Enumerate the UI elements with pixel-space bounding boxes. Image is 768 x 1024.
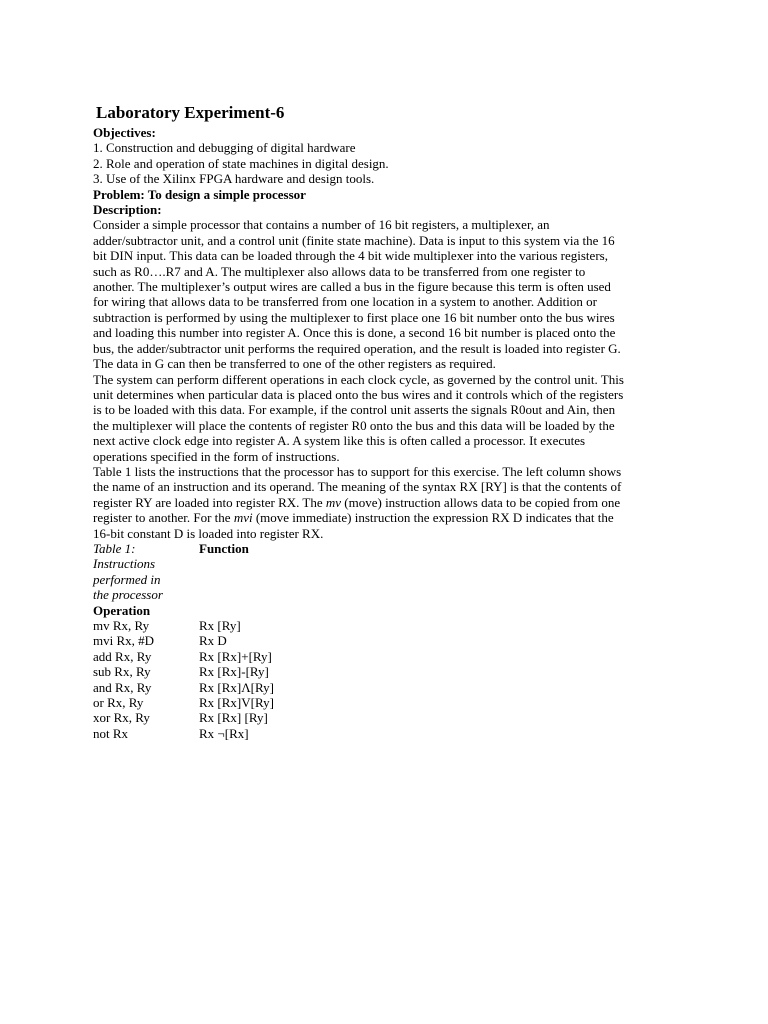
table-row [93,633,683,648]
mv-keyword: mv [325,494,342,510]
operation-column-header: Operation [93,602,151,618]
paragraph-line: such as R0….R7 and A. The multiplexer also allows data to be transferred from one register to [93,263,586,279]
function-cell: Rx [Rx] [Ry] [199,710,268,726]
table-row [93,695,683,710]
paragraph-line: Table 1 lists the instructions that the processor has to support for this exercise. The left column shows [93,463,622,479]
paragraph-line: The system can perform different operations in each clock cycle, as governed by the control unit. This [93,371,624,387]
operation-cell: xor Rx, Ry [93,710,150,726]
mvi-keyword: mvi [233,510,253,526]
table-row [93,649,683,664]
caption-line: Instructions [93,556,156,572]
operation-cell: mv Rx, Ry [93,618,150,633]
table-row [93,680,683,695]
paragraph-line [93,510,683,525]
paragraph-line: The data in G can then be transferred to one of the other registers as required. [93,356,496,372]
description-paragraph-3 [93,464,683,541]
paragraph-line: the multiplexer will place the contents of register R0 onto the bus and this data will be loaded by the [93,417,615,433]
paragraph-line: and loading this number into register A. Once this is done, a second 16 bit number is placed onto the [93,325,616,341]
operation-cell: or Rx, Ry [93,695,144,711]
document-content [93,103,683,741]
paragraph-line: adder/subtractor unit, and a control unit (finite state machine). Data is input to this system via the 16 [93,232,615,248]
instruction-table [93,541,683,603]
paragraph-text: register RY are loaded into register RX. The [93,494,326,510]
objectives-heading: Objectives: [93,125,156,140]
operation-cell: sub Rx, Ry [93,664,151,680]
paragraph-line: Consider a simple processor that contains a number of 16 bit registers, a multiplexer, an [93,217,550,233]
objective-item: 1. Construction and debugging of digital hardware [93,140,356,156]
table-row [93,726,683,741]
paragraph-line: operations specified in the form of instructions. [93,448,340,464]
paragraph-line: next active clock edge into register A. A system like this is often called a processor. It executes [93,433,586,449]
paragraph-text: register to another. For the [93,510,234,526]
description-heading: Description: [93,202,162,218]
paragraph-text: (move immediate) instruction the expression RX D indicates that the [252,510,614,526]
operation-cell: mvi Rx, #D [93,633,155,649]
table-row [93,710,683,725]
function-cell: Rx ¬[Rx] [199,725,249,741]
operation-cell: not Rx [93,725,129,741]
problem-heading: Problem: To design a simple processor [93,186,306,202]
table-row [93,618,683,633]
paragraph-line: another. The multiplexer’s output wires are called a bus in the figure because this term is often used [93,279,611,295]
operation-cell: and Rx, Ry [93,679,152,695]
paragraph-line: 16-bit constant D is loaded into register RX. [93,525,324,541]
operation-cell: add Rx, Ry [93,648,152,664]
function-column-header: Function [199,540,249,556]
paragraph-line [93,495,683,510]
function-cell: Rx D [199,633,227,649]
table-caption [93,541,199,603]
function-cell: Rx [Rx]+[Ry] [199,648,272,664]
caption-line: Table 1: [93,540,136,556]
paragraph-line: bit DIN input. This data can be loaded through the 4 bit wide multiplexer into the various registers, [93,248,608,264]
description-paragraph-2 [93,372,683,464]
function-cell: Rx [Rx]V[Ry] [199,695,274,711]
document-title: Laboratory Experiment-6 [96,103,285,122]
paragraph-line: subtraction is performed by using the multiplexer to first place one 16 bit number onto the bus wires [93,309,615,325]
paragraph-line: is to be loaded with this data. For example, if the control unit asserts the signals R0out and Ain, then [93,402,616,418]
function-cell: Rx [Rx]Λ[Ry] [199,679,274,695]
function-cell: Rx [Ry] [199,618,241,633]
paragraph-line: for wiring that allows data to be transferred from one location in a system to another. Addition or [93,294,597,310]
table-row [93,664,683,679]
objective-item: 2. Role and operation of state machines in digital design. [93,155,389,171]
paragraph-line: unit determines when particular data is placed onto the bus wires and it controls which of the registers [93,386,624,402]
paragraph-line: bus, the adder/subtractor unit performs the required operation, and the result is loaded into register G. [93,340,621,356]
description-paragraph-1 [93,217,683,371]
caption-line: performed in [93,571,161,587]
function-cell: Rx [Rx]-[Ry] [199,664,269,680]
paragraph-line: the name of an instruction and its operand. The meaning of the syntax RX [RY] is that the contents of [93,479,622,495]
paragraph-text: (move) instruction allows data to be copied from one [341,494,621,510]
objective-item: 3. Use of the Xilinx FPGA hardware and design tools. [93,171,375,187]
caption-line: the processor [93,587,163,603]
